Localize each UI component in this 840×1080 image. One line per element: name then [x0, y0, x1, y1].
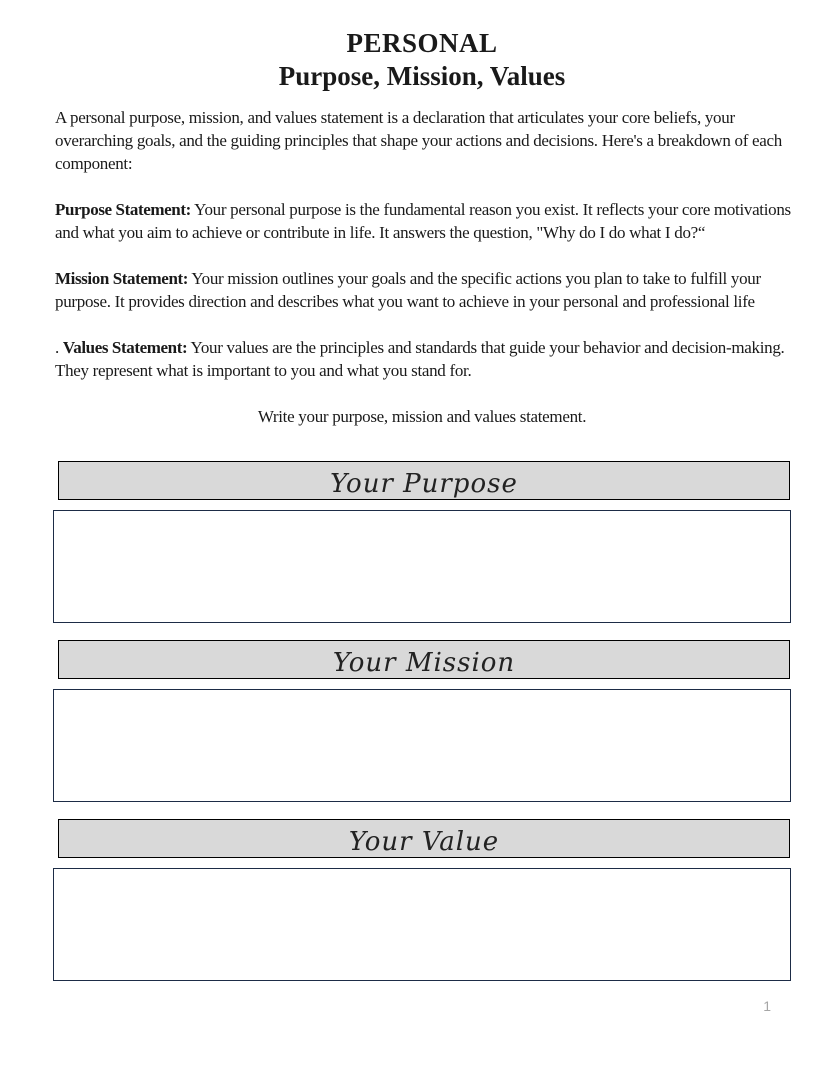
mission-definition-label: Mission Statement: [55, 269, 189, 288]
value-section-header [58, 819, 790, 858]
mission-section-header [58, 640, 790, 679]
page-number: 1 [763, 998, 771, 1014]
values-definition-prefix: . [55, 338, 63, 357]
purpose-definition-paragraph [53, 198, 791, 244]
page-title: PERSONAL [346, 28, 498, 58]
mission-write-box[interactable] [53, 689, 791, 802]
mission-section-title: Your Mission [332, 647, 516, 678]
values-definition-paragraph [53, 336, 791, 382]
value-write-box[interactable] [53, 868, 791, 981]
purpose-section [53, 461, 791, 623]
mission-definition-paragraph [53, 267, 791, 313]
purpose-section-header [58, 461, 790, 500]
purpose-definition-text: Your personal purpose is the fundamental reason you exist. It reflects your core motivations and what you aim to achieve or contribute in life. It answers the question, "Why do I do what I do?“ [55, 200, 791, 242]
value-section-title: Your Value [348, 826, 500, 857]
purpose-section-title: Your Purpose [330, 468, 518, 499]
value-section [53, 819, 791, 981]
intro-paragraph [53, 106, 791, 175]
instruction-line: Write your purpose, mission and values statement. [257, 407, 587, 426]
mission-definition-text: Your mission outlines your goals and the specific actions you plan to take to fulfill your purpose. It provides direction and describes what you want to achieve in your personal and professional life [55, 269, 761, 311]
intro-text: A personal purpose, mission, and values statement is a declaration that articulates your core beliefs, your overarching goals, and the guiding principles that shape your actions and decisions. Here's a breakdown of each component: [55, 108, 782, 173]
purpose-write-box[interactable] [53, 510, 791, 623]
purpose-definition-label: Purpose Statement: [55, 200, 191, 219]
values-definition-label: Values Statement: [62, 338, 188, 357]
values-definition-text: Your values are the principles and standards that guide your behavior and decision-making. They represent what is important to you and what you stand for. [55, 338, 785, 380]
page-subtitle: Purpose, Mission, Values [278, 61, 566, 91]
mission-section [53, 640, 791, 802]
